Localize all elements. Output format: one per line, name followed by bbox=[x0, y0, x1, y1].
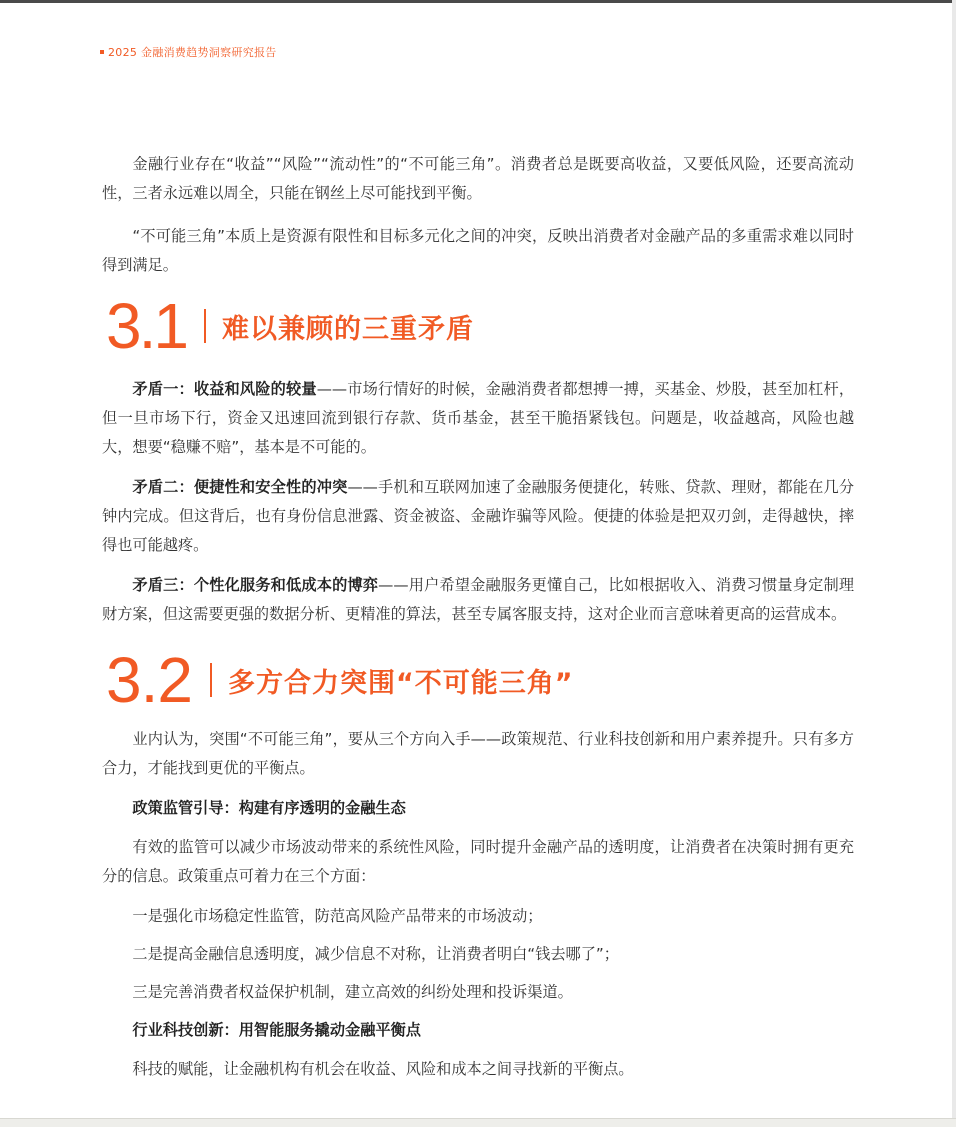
section-number: 3.2 bbox=[106, 644, 192, 716]
page-content bbox=[102, 150, 854, 1095]
header-text: 2025 金融消费趋势洞察研究报告 bbox=[108, 46, 277, 59]
tech-body: 科技的赋能，让金融机构有机会在收益、风险和成本之间寻找新的平衡点。 bbox=[132, 1060, 634, 1078]
tech-heading bbox=[102, 1016, 854, 1045]
running-header bbox=[100, 44, 277, 60]
contradiction-label: 矛盾三：个性化服务和低成本的博弈 bbox=[132, 576, 379, 594]
section-title: 难以兼顾的三重矛盾 bbox=[221, 313, 474, 345]
heading-divider bbox=[204, 309, 206, 343]
section-3-2-intro: 业内认为，突围“不可能三角”，要从三个方向入手——政策规范、行业科技创新和用户素养提升。只有多方合力，才能找到更优的平衡点。 bbox=[102, 730, 854, 777]
viewer-bottom-edge bbox=[0, 1118, 956, 1127]
policy-body: 有效的监管可以减少市场波动带来的系统性风险，同时提升金融产品的透明度，让消费者在决策时拥有更充分的信息。政策重点可着力在三个方面： bbox=[102, 838, 854, 885]
contradiction-1 bbox=[102, 375, 854, 462]
section-3-2-heading bbox=[102, 645, 854, 715]
contradiction-2 bbox=[102, 473, 854, 560]
contradiction-3 bbox=[102, 571, 854, 629]
intro-paragraph-2: “不可能三角”本质上是资源有限性和目标多元化之间的冲突，反映出消费者对金融产品的多重需求难以同时得到满足。 bbox=[102, 227, 854, 274]
contradiction-label: 矛盾二：便捷性和安全性的冲突 bbox=[132, 478, 348, 496]
intro-paragraph-1: 金融行业存在“收益”“风险”“流动性”的“不可能三角”。消费者总是既要高收益，又要低风险，还要高流动性，三者永远难以周全，只能在钢丝上尽可能找到平衡。 bbox=[102, 155, 854, 202]
section-3-1-heading bbox=[102, 291, 854, 361]
contradiction-text: ——手机和互联网加速了金融服务便捷化，转账、贷款、理财，都能在几分钟内完成。但这背后，也有身份信息泄露、资金被盗、金融诈骗等风险。便捷的体验是把双刃剑，走得越快，摔得也可能越疼。 bbox=[102, 478, 855, 554]
policy-point-2: 二是提高金融信息透明度，减少信息不对称，让消费者明白“钱去哪了”； bbox=[132, 945, 619, 963]
heading-divider bbox=[210, 663, 212, 697]
contradiction-text: ——用户希望金融服务更懂自己，比如根据收入、消费习惯量身定制理财方案，但这需要更强的数据分析、更精准的算法，甚至专属客服支持，这对企业而言意味着更高的运营成本。 bbox=[102, 576, 855, 623]
contradiction-text: ——市场行情好的时候，金融消费者都想搏一搏，买基金、炒股，甚至加杠杆，但一旦市场下行，资金又迅速回流到银行存款、货币基金，甚至干脆捂紧钱包。问题是，收益越高，风险也越大，想要“稳赚不赔”，基本是不可能的。 bbox=[102, 380, 855, 456]
header-bullet-icon bbox=[100, 50, 104, 54]
policy-heading bbox=[102, 794, 854, 823]
section-title: 多方合力突围“不可能三角” bbox=[227, 667, 574, 699]
section-number: 3.1 bbox=[106, 290, 186, 362]
policy-point-1: 一是强化市场稳定性监管，防范高风险产品带来的市场波动； bbox=[132, 907, 543, 925]
policy-heading-text: 政策监管引导：构建有序透明的金融生态 bbox=[132, 799, 406, 817]
contradiction-label: 矛盾一：收益和风险的较量 bbox=[132, 380, 317, 398]
policy-point-3: 三是完善消费者权益保护机制，建立高效的纠纷处理和投诉渠道。 bbox=[132, 983, 573, 1001]
page-right-edge bbox=[952, 0, 956, 1127]
window-top-border bbox=[0, 0, 956, 3]
tech-heading-text: 行业科技创新：用智能服务撬动金融平衡点 bbox=[132, 1021, 421, 1039]
